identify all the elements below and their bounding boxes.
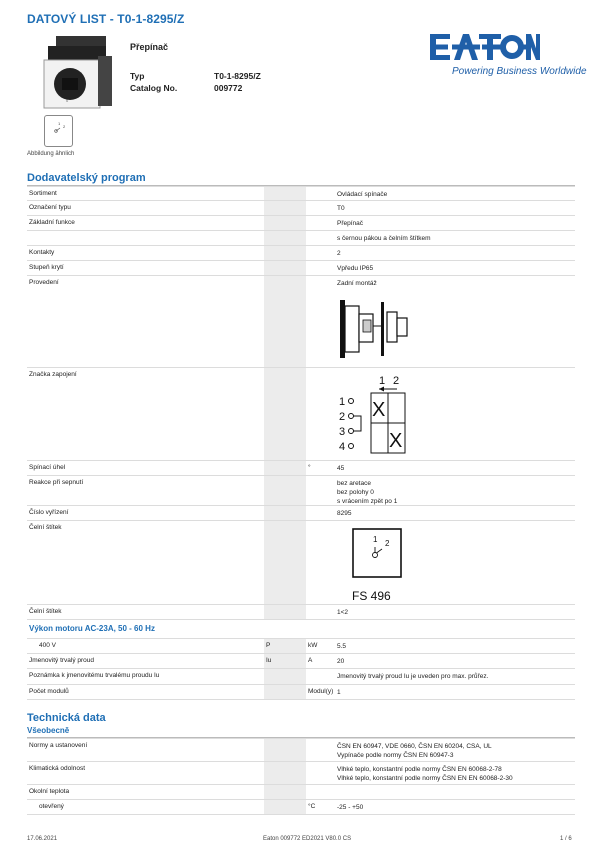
row-label: Stupeň krytí — [29, 264, 64, 271]
row-label: Základní funkce — [29, 219, 75, 226]
row-value: 45 — [337, 465, 345, 472]
product-name: Přepínač — [130, 42, 169, 52]
switch-symbol-icon — [45, 116, 72, 146]
eaton-logo-icon — [430, 32, 540, 64]
table-row — [27, 460, 575, 476]
type-value: T0-1-8295/Z — [214, 71, 261, 81]
table-row — [27, 230, 575, 246]
table-row — [27, 784, 575, 800]
table-row — [27, 638, 575, 654]
position-label: 1 — [379, 375, 386, 387]
type-label: Typ — [130, 71, 145, 81]
row-label: Kontakty — [29, 249, 55, 256]
table-row — [27, 215, 575, 231]
row-value: Zadní montáž — [337, 280, 377, 287]
footer-date: 17.06.2021 — [27, 836, 58, 842]
table-row — [27, 520, 575, 605]
row-value: Jmenovitý trvalý proud Iu je uveden pro max. průřez. — [337, 673, 489, 680]
row-value: Přepínač — [337, 220, 364, 227]
row-value: s černou pákou a čelním štítkem — [337, 235, 431, 242]
contact-label: 1 — [339, 396, 346, 408]
row-label: Sortiment — [29, 190, 57, 197]
plate-code: FS 496 — [352, 589, 391, 603]
row-label: otevřený — [39, 803, 64, 810]
row-unit: ° — [308, 464, 311, 471]
table-row — [27, 367, 575, 461]
table-row — [27, 668, 575, 685]
row-label: Reakce při sepnutí — [29, 479, 84, 486]
svg-text:2: 2 — [63, 124, 66, 129]
subsection-title-general: Všeobecně — [27, 726, 70, 735]
wiring-diagram — [335, 372, 415, 458]
table-row — [27, 200, 575, 216]
contact-mark: X — [389, 430, 403, 452]
row-label: Poznámka k jmenovitému trvalému proudu Iu — [29, 672, 160, 679]
contact-label: 2 — [339, 411, 346, 423]
footer-document-id: Eaton 009772 ED2021 V80.0 CS — [263, 836, 352, 842]
table-row — [27, 738, 575, 762]
table-row — [27, 275, 575, 368]
svg-text:1: 1 — [58, 121, 61, 126]
contact-mark: X — [372, 399, 386, 421]
row-value: 5.5 — [337, 643, 347, 650]
front-plate-drawing — [352, 528, 404, 604]
footer-page-number: 1 / 6 — [560, 836, 572, 842]
row-unit: Modul(y) — [308, 688, 334, 695]
row-value: Vlhké teplo, konstantní podle normy ČSN EN 60068-2-78 Vlhké teplo, konstantní podle normy ČSN EN EN 60068-2-30 — [337, 766, 513, 782]
subsection-header-row — [27, 619, 575, 639]
table-row — [27, 684, 575, 700]
table-row — [27, 186, 575, 201]
row-label: Klimatická odolnost — [29, 765, 85, 772]
row-label: 400 V — [39, 642, 56, 649]
row-label: Spínací úhel — [29, 464, 66, 471]
row-label: Jmenovitý trvalý proud — [29, 657, 95, 664]
eaton-logo — [430, 32, 540, 69]
table-row — [27, 761, 575, 785]
row-label: Normy a ustanovení — [29, 742, 88, 749]
brand-slogan: Powering Business Worldwide — [452, 66, 587, 77]
catalog-value: 009772 — [214, 83, 243, 93]
table-row — [27, 475, 575, 506]
row-value: 2 — [337, 250, 341, 257]
row-unit: kW — [308, 642, 318, 649]
table-row — [27, 799, 575, 815]
row-value: 20 — [337, 658, 345, 665]
position-label: 2 — [393, 375, 400, 387]
row-value: -25 - +50 — [337, 804, 364, 811]
row-value: bez aretace bez polohy 0 s vrácením zpět po 1 — [337, 480, 398, 505]
row-symbol: P — [266, 642, 271, 649]
row-value: 1 — [337, 689, 341, 696]
table-row — [27, 653, 575, 669]
section-title-program: Dodavatelský program — [27, 172, 146, 184]
row-value: Vpředu IP65 — [337, 265, 374, 272]
wiring-thumbnail — [44, 115, 73, 147]
document-title: DATOVÝ LIST - T0-1-8295/Z — [27, 12, 185, 26]
row-label: Počet modulů — [29, 688, 69, 695]
row-label: Číslo vyřízení — [29, 509, 69, 516]
contact-label: 4 — [339, 441, 346, 453]
table-row — [27, 604, 575, 620]
image-caption: Abbildung ähnlich — [27, 151, 75, 157]
product-photo — [38, 32, 118, 110]
row-unit: A — [308, 657, 313, 664]
table-row — [27, 260, 575, 276]
row-label: Čelní štítek — [29, 608, 62, 615]
catalog-label: Catalog No. — [130, 83, 178, 93]
row-value: ČSN EN 60947, VDE 0660, ČSN EN 60204, CSA, UL Vypínače podle normy ČSN EN 60947-3 — [337, 743, 492, 759]
row-value: 1<2 — [337, 609, 349, 616]
plate-label: Čelní štítek — [29, 524, 62, 531]
contact-label: 3 — [339, 426, 346, 438]
row-label: Označení typu — [29, 204, 71, 211]
row-label: Provedení — [29, 279, 59, 286]
plate-position-2: 2 — [385, 539, 390, 548]
wiring-label: Značka zapojení — [29, 371, 77, 378]
table-row — [27, 245, 575, 261]
row-value: 8295 — [337, 510, 352, 517]
mounting-drawing — [335, 296, 415, 362]
svg-text:0: 0 — [66, 98, 69, 103]
row-value: Ovládací spínače — [337, 191, 388, 198]
row-value: T0 — [337, 205, 345, 212]
table-row — [27, 505, 575, 521]
section-title-technical: Technická data — [27, 712, 106, 724]
row-label: Okolní teplota — [29, 788, 70, 795]
row-unit: °C — [308, 803, 316, 810]
plate-position-1: 1 — [373, 535, 378, 544]
row-symbol: Iu — [266, 657, 272, 664]
motor-title: Výkon motoru AC-23A, 50 - 60 Hz — [29, 624, 155, 633]
